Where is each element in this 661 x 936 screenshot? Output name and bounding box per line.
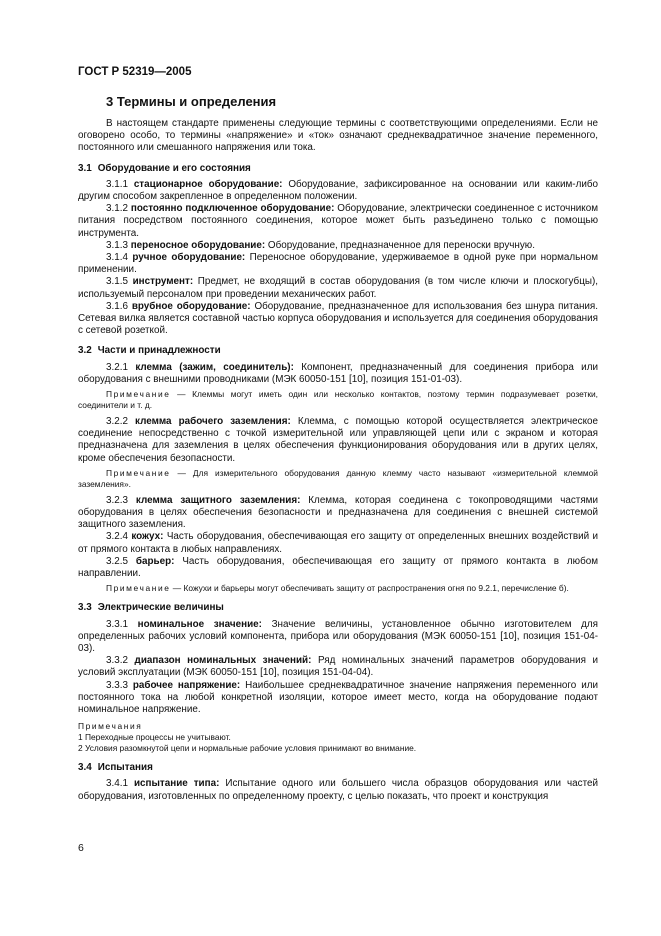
term: клемма (зажим, соединитель): bbox=[135, 361, 294, 373]
note-label: Примечание bbox=[106, 467, 171, 478]
note bbox=[78, 583, 598, 594]
term: барьер: bbox=[135, 555, 175, 567]
definition: Ряд номинальных значений параметров оборудования и условий эксплуатации (МЭК 60050-151 [10], позиция 151-04-04). bbox=[78, 655, 599, 679]
subsection-heading bbox=[78, 762, 598, 774]
definition-item bbox=[78, 203, 598, 240]
term: кожух: bbox=[131, 531, 164, 543]
subsection-title: Электрические величины bbox=[97, 602, 224, 614]
definition: Оборудование, зафиксированное на основании или каким-либо другим способом закрепленное в определенном положении. bbox=[78, 178, 599, 203]
subsection-title: Оборудование и его состояния bbox=[97, 162, 251, 174]
subsection-number: 3.3 bbox=[78, 602, 92, 614]
definition-item bbox=[78, 362, 598, 386]
subsection-number: 3.4 bbox=[78, 762, 92, 774]
definition-item bbox=[78, 778, 598, 802]
definition: Клемма, которая соединена с токопроводящими частями оборудования в целях обеспечения безопасности и предназначена для соединения с внешней системой защитного заземления. bbox=[78, 494, 598, 531]
definition-item bbox=[78, 416, 598, 465]
item-number: 3.4.1 bbox=[106, 778, 128, 790]
definition-item bbox=[78, 556, 598, 580]
definition-item bbox=[78, 240, 598, 252]
definition-item bbox=[78, 655, 598, 679]
subsection-number: 3.1 bbox=[78, 162, 92, 174]
definition-item bbox=[78, 301, 598, 338]
subsection-title: Испытания bbox=[97, 762, 153, 774]
standard-header: ГОСТ Р 52319—2005 bbox=[78, 66, 192, 78]
term: ручное оборудование: bbox=[132, 252, 246, 264]
note-item: 1 Переходные процессы не учитывают. bbox=[78, 732, 231, 743]
definition: Часть оборудования, обеспечивающая его защиту от прямого контакта в любом направлении. bbox=[78, 555, 599, 580]
item-number: 3.2.4 bbox=[106, 531, 128, 543]
term: переносное оборудование: bbox=[130, 239, 266, 251]
term: испытание типа: bbox=[133, 778, 220, 790]
item-number: 3.3.1 bbox=[106, 618, 128, 630]
item-number: 3.2.1 bbox=[106, 361, 128, 373]
definition-item bbox=[78, 680, 598, 717]
definition: Переносное оборудование, удерживаемое в одной руке при нормальном применении. bbox=[78, 252, 599, 276]
subsection-heading bbox=[78, 345, 598, 357]
definition-item bbox=[78, 495, 598, 532]
term: стационарное оборудование: bbox=[133, 178, 283, 190]
item-number: 3.3.3 bbox=[106, 679, 128, 691]
definition-item bbox=[78, 252, 598, 276]
term: номинальное значение: bbox=[137, 618, 262, 630]
definition: Испытание одного или большего числа образцов оборудования или частей оборудования, изготовленных по определенному проекту, с целью показать, что проект и конструкция bbox=[78, 778, 598, 802]
subsection-heading bbox=[78, 163, 598, 175]
notes-heading: Примечания bbox=[78, 721, 143, 732]
definition: Часть оборудования, обеспечивающая его защиту от определенных внешних воздействий и от прямого контакта в любых направлениях. bbox=[78, 531, 598, 555]
term: клемма защитного заземления: bbox=[135, 494, 301, 506]
term: клемма рабочего заземления: bbox=[135, 416, 291, 428]
note bbox=[78, 389, 598, 411]
note-text: — Для измерительного оборудования данную клемму часто называют «измерительной клеммой заземления». bbox=[78, 467, 598, 489]
item-number: 3.1.3 bbox=[106, 239, 128, 251]
definition: Оборудование, электрически соединенное с источником питания посредством постоянного соединения, которое может быть разъединено только с помощью инструмента. bbox=[78, 203, 598, 239]
item-number: 3.1.4 bbox=[106, 252, 128, 264]
note-item: 2 Условия разомкнутой цепи и нормальные рабочие условия принимают во внимание. bbox=[78, 743, 417, 754]
item-number: 3.1.1 bbox=[106, 178, 128, 190]
item-number: 3.2.3 bbox=[106, 494, 128, 506]
item-number: 3.2.5 bbox=[106, 555, 128, 567]
definition: Предмет, не входящий в состав оборудования (в том числе ключи и плоскогубцы), используемый персоналом при проведении механических работ. bbox=[78, 276, 598, 300]
subsection-title: Части и принадлежности bbox=[97, 345, 221, 357]
note-text: — Клеммы могут иметь один или несколько контактов, поэтому термин подразумевает розетки, соединители и т. д. bbox=[78, 389, 598, 411]
item-number: 3.1.5 bbox=[106, 276, 128, 288]
definition: Клемма, с помощью которой осуществляется электрическое соединение непосредственно с точкой измерительной или управляющей цепи или с экраном и которая предназначена для заземления в целях обеспечения функционирования оборудования или в других целях, кроме обеспечения безопасности. bbox=[78, 416, 598, 464]
term: постоянно подключенное оборудование: bbox=[130, 203, 335, 215]
definition: Оборудование, предназначенное для переноски вручную. bbox=[265, 239, 535, 251]
note-text: — Кожухи и барьеры могут обеспечивать защиту от распространения огня по 9.2.1, перечисление б). bbox=[170, 583, 569, 594]
term: инструмент: bbox=[132, 276, 194, 288]
definition: Значение величины, установленное обычно изготовителем для определенных рабочих условий компонента, прибора или оборудования (МЭК 60050-151 [10], позиция 151-04-03). bbox=[78, 618, 599, 654]
definition: Оборудование, предназначенное для использования без шнура питания. Сетевая вилка является составной частью корпуса оборудования и используется для соединения оборудования с сетевой розеткой. bbox=[78, 300, 599, 337]
term: врубное оборудование: bbox=[131, 300, 251, 312]
section-title: 3 Термины и определения bbox=[106, 94, 277, 109]
term: рабочее напряжение: bbox=[132, 679, 241, 691]
item-number: 3.1.2 bbox=[106, 203, 128, 215]
definition-item bbox=[78, 179, 598, 203]
note bbox=[78, 468, 598, 490]
definition: Компонент, предназначенный для соединения прибора или оборудования с внешними проводниками (МЭК 60050-151 [10], позиция 151-01-03). bbox=[78, 361, 598, 385]
note-label: Примечание bbox=[106, 583, 171, 594]
intro-paragraph: В настоящем стандарте применены следующие термины с соответствующими определениями. Если не оговорено особо, то термины «напряжение» и «ток» означают среднеквадратичное значение переменного, постоянного или смешанного напряжения или тока. bbox=[78, 118, 598, 154]
subsection-number: 3.2 bbox=[78, 345, 92, 357]
item-number: 3.3.2 bbox=[106, 655, 128, 667]
note-label: Примечание bbox=[106, 389, 171, 400]
definition-item bbox=[78, 531, 598, 555]
definition-item bbox=[78, 276, 598, 300]
item-number: 3.2.2 bbox=[106, 416, 128, 428]
item-number: 3.1.6 bbox=[106, 300, 128, 312]
term: диапазон номинальных значений: bbox=[134, 655, 312, 667]
document-body bbox=[78, 118, 598, 803]
page-number: 6 bbox=[78, 842, 84, 854]
subsection-heading bbox=[78, 602, 598, 614]
definition-item bbox=[78, 619, 598, 656]
definition: Наибольшее среднеквадратичное значение напряжения переменного или постоянного тока на любой конкретной изоляции, которое имеет место, когда на оборудование подают номинальное напряжение. bbox=[78, 679, 599, 715]
